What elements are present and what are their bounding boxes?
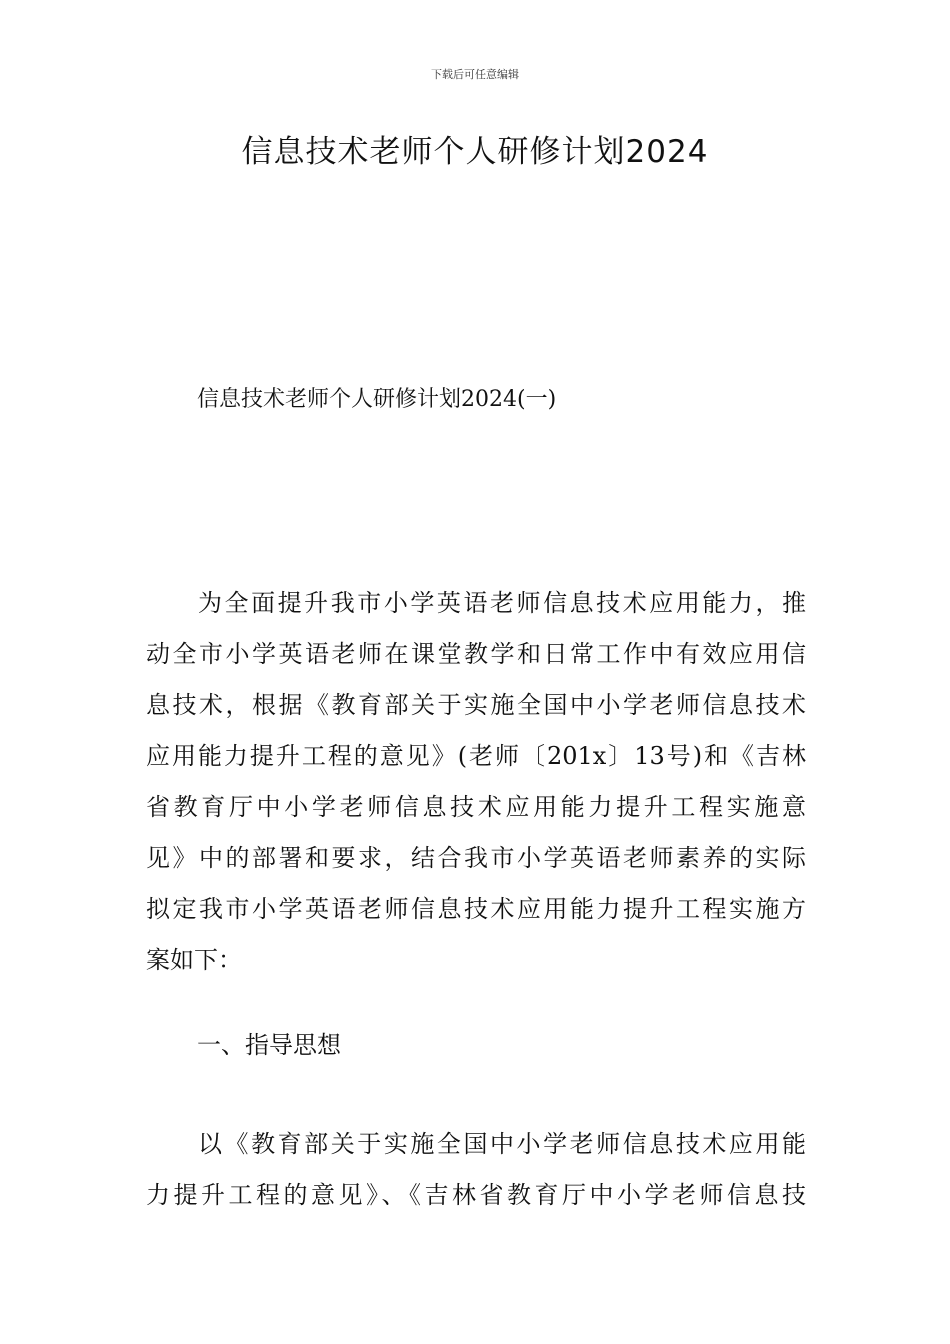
section-heading-guiding-thought: 一、指导思想 <box>197 1031 341 1059</box>
paragraph-line: 应用能力提升工程的意见》(老师〔201x〕13号)和《吉林 <box>146 742 806 770</box>
paragraph-line: 息技术，根据《教育部关于实施全国中小学老师信息技术 <box>146 691 806 719</box>
paragraph-line: 动全市小学英语老师在课堂教学和日常工作中有效应用信 <box>146 640 806 668</box>
paragraph-line: 力提升工程的意见》、《吉林省教育厅中小学老师信息技 <box>146 1181 806 1209</box>
guiding-thought-paragraph <box>146 1119 806 1221</box>
paragraph-line: 拟定我市小学英语老师信息技术应用能力提升工程实施方 <box>146 895 806 923</box>
paragraph-line: 案如下： <box>146 946 242 974</box>
document-title: 信息技术老师个人研修计划2024 <box>241 134 709 170</box>
section-subtitle: 信息技术老师个人研修计划2024(一) <box>197 387 557 412</box>
paragraph-line: 省教育厅中小学老师信息技术应用能力提升工程实施意 <box>146 793 806 821</box>
paragraph-line: 见》中的部署和要求，结合我市小学英语老师素养的实际 <box>146 844 806 872</box>
paragraph-line: 以《教育部关于实施全国中小学老师信息技术应用能 <box>198 1130 806 1158</box>
header-note: 下载后可任意编辑 <box>431 68 519 81</box>
intro-paragraph <box>146 578 806 986</box>
paragraph-line: 为全面提升我市小学英语老师信息技术应用能力，推 <box>198 589 806 617</box>
